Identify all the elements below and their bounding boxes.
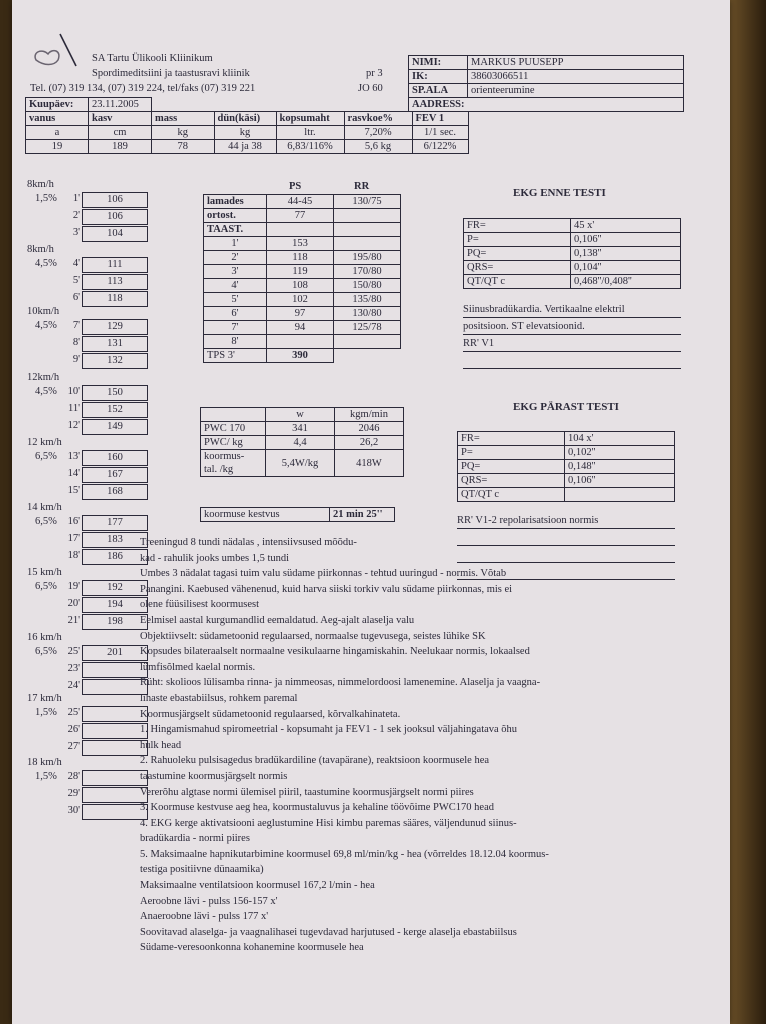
duration-value: 21 min 25'' [330, 508, 395, 522]
note-line: Anaeroobne lävi - pulss 177 x' [140, 911, 269, 923]
bp-ps-value: 119 [267, 265, 334, 279]
note-line: Kopsudes bilateraalselt normaalne vesikulaarne hingamiskahin. Neelukaar normis, lokaalsed [140, 646, 530, 658]
stage-hr-value: 160 [82, 450, 148, 466]
measurement-unit-4: ltr. [276, 126, 344, 140]
stage-hr-value: 129 [82, 319, 148, 335]
bp-ps-value: 44-45 [267, 195, 334, 209]
ekg-note-line: RR' V1-2 repolarisatsioon normis [457, 514, 675, 529]
stage-hr-value [82, 723, 148, 739]
pwc-row-label: PWC 170 [201, 422, 266, 436]
stage-hr-value [82, 740, 148, 756]
bp-row-label: 6' [204, 307, 267, 321]
ekg-param: P= [458, 446, 565, 460]
stage-hr-value [82, 787, 148, 803]
stage-hr-value: 177 [82, 515, 148, 531]
pwc-w-value: 5,4W/kg [266, 450, 335, 477]
ekg-param: QRS= [464, 261, 571, 275]
measurement-unit-2: kg [152, 126, 215, 140]
stage-hr-value: 132 [82, 353, 148, 369]
note-line: kad - rahulik jooks umbes 1,5 tundi [140, 552, 290, 564]
stage-hr-value [82, 706, 148, 722]
stage-hr-value: 111 [82, 257, 148, 273]
bp-row-label: 8' [204, 335, 267, 349]
measurement-unit-3: kg [214, 126, 276, 140]
ekg-note-line: Siinusbradükardia. Vertikaalne elektril [463, 303, 681, 318]
measurement-value-0: 19 [26, 140, 89, 154]
ekg-row [458, 446, 675, 460]
ekg-before-title: EKG ENNE TESTI [513, 187, 606, 199]
stage-speed: 8km/h [27, 179, 54, 190]
ekg-value: 0,104'' [571, 261, 681, 275]
tps-value: 390 [267, 349, 334, 363]
stage-incline: 4,5% [35, 386, 57, 397]
pwc-col-kgm: kgm/min [335, 408, 404, 422]
duration-table [200, 507, 395, 522]
stage-minute: 7' [72, 320, 80, 331]
stage-minute: 30' [67, 805, 80, 816]
bp-row [204, 265, 401, 279]
bp-row [204, 237, 401, 251]
stage-hr-value: 186 [82, 549, 148, 565]
bp-row-label: 3' [204, 265, 267, 279]
stage-incline: 6,5% [35, 516, 57, 527]
measurements-units-row [26, 126, 469, 140]
pwc-row [201, 450, 404, 477]
measurements-header-row [26, 112, 469, 126]
bp-row [204, 321, 401, 335]
ekg-value: 45 x' [571, 219, 681, 233]
stage-hr-value: 168 [82, 484, 148, 500]
pwc-row [201, 422, 404, 436]
note-line: Koormusjärgselt südametoonid regulaarsed, kõrvalkahinateta. [140, 708, 401, 720]
ekg-value: 0,102'' [565, 446, 675, 460]
ik-label: IK: [409, 70, 468, 84]
measurement-unit-0: a [26, 126, 89, 140]
stage-minute: 19' [67, 581, 80, 592]
bp-ps-value [267, 335, 334, 349]
note-line: Vererõhu algtase normi ülemisel piiril, taastumine koormusjärgselt normi piires [140, 786, 474, 798]
stage-minute: 17' [67, 533, 80, 544]
note-line: taastumine koormusjärgselt normis [140, 770, 288, 782]
measurement-unit-6: 1/1 sec. [412, 126, 468, 140]
note-line: 2. Rahuoleku pulsisagedus bradükardiline (tavapärane), reaktsioon koormusele hea [140, 755, 490, 767]
bp-ps-value: 108 [267, 279, 334, 293]
patient-id: 38603066511 [468, 70, 684, 84]
measurement-header-3: dün(käsi) [214, 112, 276, 126]
ekg-param: P= [464, 233, 571, 247]
kuupaev-value: 23.11.2005 [89, 98, 152, 112]
stage-incline: 4,5% [35, 258, 57, 269]
stage-minute: 10' [67, 386, 80, 397]
stage-incline: 6,5% [35, 581, 57, 592]
stage-incline: 4,5% [35, 320, 57, 331]
note-line: Treeningud 8 tundi nädalas , intensiivsused mõõdu- [140, 537, 357, 548]
note-line: lümfisõlmed kaelal normis. [140, 661, 256, 673]
ekg-after-table [457, 431, 675, 502]
stage-speed: 16 km/h [27, 632, 62, 643]
ekg-param: PQ= [464, 247, 571, 261]
note-line: Südame-veresoonkonna kohanemine koormusele hea [140, 942, 364, 954]
bp-ps-value [267, 223, 334, 237]
jo-number: JO 60 [358, 83, 383, 94]
org-name: SA Tartu Ülikooli Kliinikum [92, 53, 213, 64]
stage-minute: 2' [72, 210, 80, 221]
stage-speed: 12 km/h [27, 437, 62, 448]
stage-hr-value: 104 [82, 226, 148, 242]
bp-row [204, 209, 401, 223]
nimi-label: NIMI: [409, 56, 468, 70]
stage-hr-value: 106 [82, 209, 148, 225]
measurement-value-4: 6,83/116% [276, 140, 344, 154]
measurement-header-6: FEV 1 [412, 112, 468, 126]
clinical-notes [140, 535, 640, 956]
bp-row-label: 1' [204, 237, 267, 251]
bp-rr-value [334, 223, 401, 237]
bp-rr-value: 130/80 [334, 307, 401, 321]
patient-sport: orienteerumine [468, 84, 684, 98]
stage-minute: 16' [67, 516, 80, 527]
stage-minute: 24' [67, 680, 80, 691]
bp-row [204, 293, 401, 307]
stage-hr-value [82, 770, 148, 786]
bp-rr-value [334, 209, 401, 223]
measurement-header-5: rasvkoe% [344, 112, 412, 126]
ekg-before-table [463, 218, 681, 289]
stage-minute: 1' [72, 193, 80, 204]
ekg-row [458, 460, 675, 474]
stage-minute: 11' [67, 403, 80, 414]
stage-incline: 6,5% [35, 451, 57, 462]
note-line: 1. Hingamismahud spiromeetrial - kopsumaht ja FEV1 - 1 sek jooksul väljahingatava õhu [140, 724, 518, 736]
stage-hr-value [82, 804, 148, 820]
stage-hr-value: 198 [82, 614, 148, 630]
stage-minute: 26' [67, 724, 80, 735]
stage-hr-value: 192 [82, 580, 148, 596]
ekg-row [464, 275, 681, 289]
stage-minute: 21' [67, 615, 80, 626]
rr-header: RR [354, 181, 370, 192]
stage-minute: 8' [72, 337, 80, 348]
measurement-value-5: 5,6 kg [344, 140, 412, 154]
stage-hr-value: 113 [82, 274, 148, 290]
measurement-value-6: 6/122% [412, 140, 468, 154]
bp-rr-value: 125/78 [334, 321, 401, 335]
stage-minute: 25' [67, 707, 80, 718]
note-line: 4. EKG kerge aktivatsiooni aeglustumine Hisi kimbu paremas sääres, väljendunud siinus- [140, 817, 517, 829]
stage-minute: 23' [67, 663, 80, 674]
bp-row-label: lamades [204, 195, 267, 209]
pwc-row-label: koormus- tal. /kg [201, 450, 266, 477]
bp-row [204, 335, 401, 349]
ekg-after-title: EKG PÄRAST TESTI [513, 401, 619, 413]
note-line: Objektiivselt: südametoonid regulaarsed, normaalse tugevusega, seistes lühike SK [140, 630, 486, 642]
stage-minute: 28' [67, 771, 80, 782]
ekg-before-notes [463, 303, 681, 371]
bp-rr-value: 195/80 [334, 251, 401, 265]
ekg-row [464, 233, 681, 247]
bp-row-label: 7' [204, 321, 267, 335]
note-line: bradükardia - normi piires [140, 833, 250, 845]
ekg-param: QT/QT c [458, 488, 565, 502]
measurements-values-row [26, 140, 469, 154]
stage-hr-value: 118 [82, 291, 148, 307]
bp-ps-value: 97 [267, 307, 334, 321]
ekg-value [565, 488, 675, 502]
bp-ps-value: 77 [267, 209, 334, 223]
stage-minute: 29' [67, 788, 80, 799]
bp-row [204, 279, 401, 293]
stage-minute: 14' [67, 468, 80, 479]
bp-rr-value [334, 237, 401, 251]
note-line: testiga positiivne dünaamika) [140, 864, 264, 876]
bp-row-label: 5' [204, 293, 267, 307]
stage-hr-value: 201 [82, 645, 148, 661]
ekg-value: 0,468''/0,408'' [571, 275, 681, 289]
stage-minute: 12' [67, 420, 80, 431]
aadress-label: AADRESS: [409, 98, 684, 112]
ekg-param: FR= [458, 432, 565, 446]
measurement-unit-5: 7,20% [344, 126, 412, 140]
note-line: Umbes 3 nädalat tagasi tuim valu südame piirkonnas - tehtud uuringud - normis. Võtab [140, 568, 507, 580]
measurement-header-2: mass [152, 112, 215, 126]
measurement-value-3: 44 ja 38 [214, 140, 276, 154]
bp-rr-value [334, 335, 401, 349]
stage-minute: 15' [67, 485, 80, 496]
pwc-table [200, 407, 404, 477]
stage-minute: 5' [72, 275, 80, 286]
bp-ps-value: 102 [267, 293, 334, 307]
pwc-kgm-value: 2046 [335, 422, 404, 436]
measurement-unit-1: cm [89, 126, 152, 140]
bp-rr-value: 170/80 [334, 265, 401, 279]
stage-minute: 27' [67, 741, 80, 752]
stage-minute: 6' [72, 292, 80, 303]
bp-row [204, 223, 401, 237]
stage-minute: 20' [67, 598, 80, 609]
measurement-header-0: vanus [26, 112, 89, 126]
note-line: 3. Koormuse kestvuse aeg hea, koormustaluvus ja kehaline töövõime PWC170 head [140, 802, 495, 814]
stage-speed: 14 km/h [27, 502, 62, 513]
note-line: Maksimaalne ventilatsioon koormusel 167,2 l/min - hea [140, 880, 375, 892]
note-line: Rüht: skolioos lülisamba rinna- ja nimmeosas, nimmelordoosi lamenemine. Alaselja ja vaagna- [140, 677, 541, 689]
note-line: Aeroobne lävi - pulss 156-157 x' [140, 895, 278, 907]
patient-name: MARKUS PUUSEPP [468, 56, 684, 70]
bp-ps-value: 94 [267, 321, 334, 335]
ekg-row [464, 247, 681, 261]
ps-header: PS [289, 181, 302, 192]
ekg-value: 0,138'' [571, 247, 681, 261]
measurement-value-2: 78 [152, 140, 215, 154]
clinic-phone: Tel. (07) 319 134, (07) 319 224, tel/faks (07) 319 221 [30, 83, 256, 94]
protocol-number: pr 3 [366, 68, 383, 79]
ekg-value: 0,106'' [571, 233, 681, 247]
ekg-note-line: RR' V1 [463, 337, 681, 352]
note-line: Panangini. Kaebused vähenenud, kuid harva siiski torkiv valu südame piirkonnas, mis ei [140, 583, 513, 595]
stage-minute: 13' [67, 451, 80, 462]
bp-table [203, 194, 401, 363]
stage-incline: 1,5% [35, 193, 57, 204]
ekg-note-line [463, 354, 681, 369]
note-line: 5. Maksimaalne hapnikutarbimine koormusel 69,8 ml/min/kg - hea (võrreldes 18.12.04 koormus- [140, 848, 549, 860]
stage-minute: 3' [72, 227, 80, 238]
bp-row-label: ortost. [204, 209, 267, 223]
measurement-header-1: kasv [89, 112, 152, 126]
ekg-value: 0,106'' [565, 474, 675, 488]
bp-rr-value: 135/80 [334, 293, 401, 307]
stage-speed: 12km/h [27, 372, 60, 383]
note-line: hulk head [140, 739, 182, 751]
ekg-row [464, 261, 681, 275]
pwc-w-value: 4,4 [266, 436, 335, 450]
bp-rr-value: 130/75 [334, 195, 401, 209]
stage-speed: 10km/h [27, 306, 60, 317]
kuupaev-label: Kuupäev: [26, 98, 89, 112]
stage-minute: 9' [72, 354, 80, 365]
stage-hr-value [82, 662, 148, 678]
ekg-row [458, 432, 675, 446]
spala-label: SP.ALA [409, 84, 468, 98]
ekg-value: 104 x' [565, 432, 675, 446]
pwc-row [201, 436, 404, 450]
tps-label: TPS 3' [204, 349, 267, 363]
bp-ps-value: 153 [267, 237, 334, 251]
stage-minute: 18' [67, 550, 80, 561]
pwc-row-label: PWC/ kg [201, 436, 266, 450]
ekg-row [464, 219, 681, 233]
stage-incline: 6,5% [35, 646, 57, 657]
bp-row [204, 195, 401, 209]
pwc-kgm-value: 26,2 [335, 436, 404, 450]
measurement-value-1: 189 [89, 140, 152, 154]
ekg-param: FR= [464, 219, 571, 233]
stage-incline: 1,5% [35, 771, 57, 782]
stage-hr-value: 149 [82, 419, 148, 435]
note-line: olene füüsilisest koormusest [140, 599, 259, 611]
stage-hr-value: 150 [82, 385, 148, 401]
bp-row-label: 4' [204, 279, 267, 293]
note-line: lihaste ebastabiilsus, rohkem paremal [140, 692, 298, 704]
duration-label: koormuse kestvus [201, 508, 330, 522]
pwc-kgm-value: 418W [335, 450, 404, 477]
stage-hr-value: 194 [82, 597, 148, 613]
measurement-header-4: kopsumaht [276, 112, 344, 126]
stage-hr-value: 106 [82, 192, 148, 208]
stage-minute: 4' [72, 258, 80, 269]
note-line: Eelmisel aastal kurgumandlid eemaldatud. Aeg-ajalt alaselja valu [140, 614, 415, 626]
stage-hr-value: 183 [82, 532, 148, 548]
stage-speed: 15 km/h [27, 567, 62, 578]
bp-ps-value: 118 [267, 251, 334, 265]
stage-hr-value: 152 [82, 402, 148, 418]
ekg-row [458, 488, 675, 502]
stage-hr-value: 167 [82, 467, 148, 483]
bp-row [204, 251, 401, 265]
stage-hr-value: 131 [82, 336, 148, 352]
bp-row [204, 307, 401, 321]
clinic-logo-icon [30, 30, 82, 70]
stage-speed: 18 km/h [27, 757, 62, 768]
bp-row-label: 2' [204, 251, 267, 265]
measurements-table [25, 97, 469, 154]
ekg-param: QRS= [458, 474, 565, 488]
stage-minute: 25' [67, 646, 80, 657]
note-line: Soovitavad alaselga- ja vaagnalihasei tugevdavad harjutused - kerge alaselja ebastabiilsus [140, 926, 517, 938]
clinic-name: Spordimeditsiini ja taastusravi kliinik [92, 68, 250, 79]
stage-speed: 17 km/h [27, 693, 62, 704]
stage-incline: 1,5% [35, 707, 57, 718]
pwc-col-w: w [266, 408, 335, 422]
ekg-note-line: positsioon. ST elevatsioonid. [463, 320, 681, 335]
bp-rr-value: 150/80 [334, 279, 401, 293]
stage-hr-value [82, 679, 148, 695]
background-edge [730, 0, 766, 1024]
ekg-row [458, 474, 675, 488]
ekg-value: 0,148'' [565, 460, 675, 474]
ekg-param: PQ= [458, 460, 565, 474]
ekg-param: QT/QT c [464, 275, 571, 289]
bp-row-label: TAAST. [204, 223, 267, 237]
pwc-w-value: 341 [266, 422, 335, 436]
stage-speed: 8km/h [27, 244, 54, 255]
